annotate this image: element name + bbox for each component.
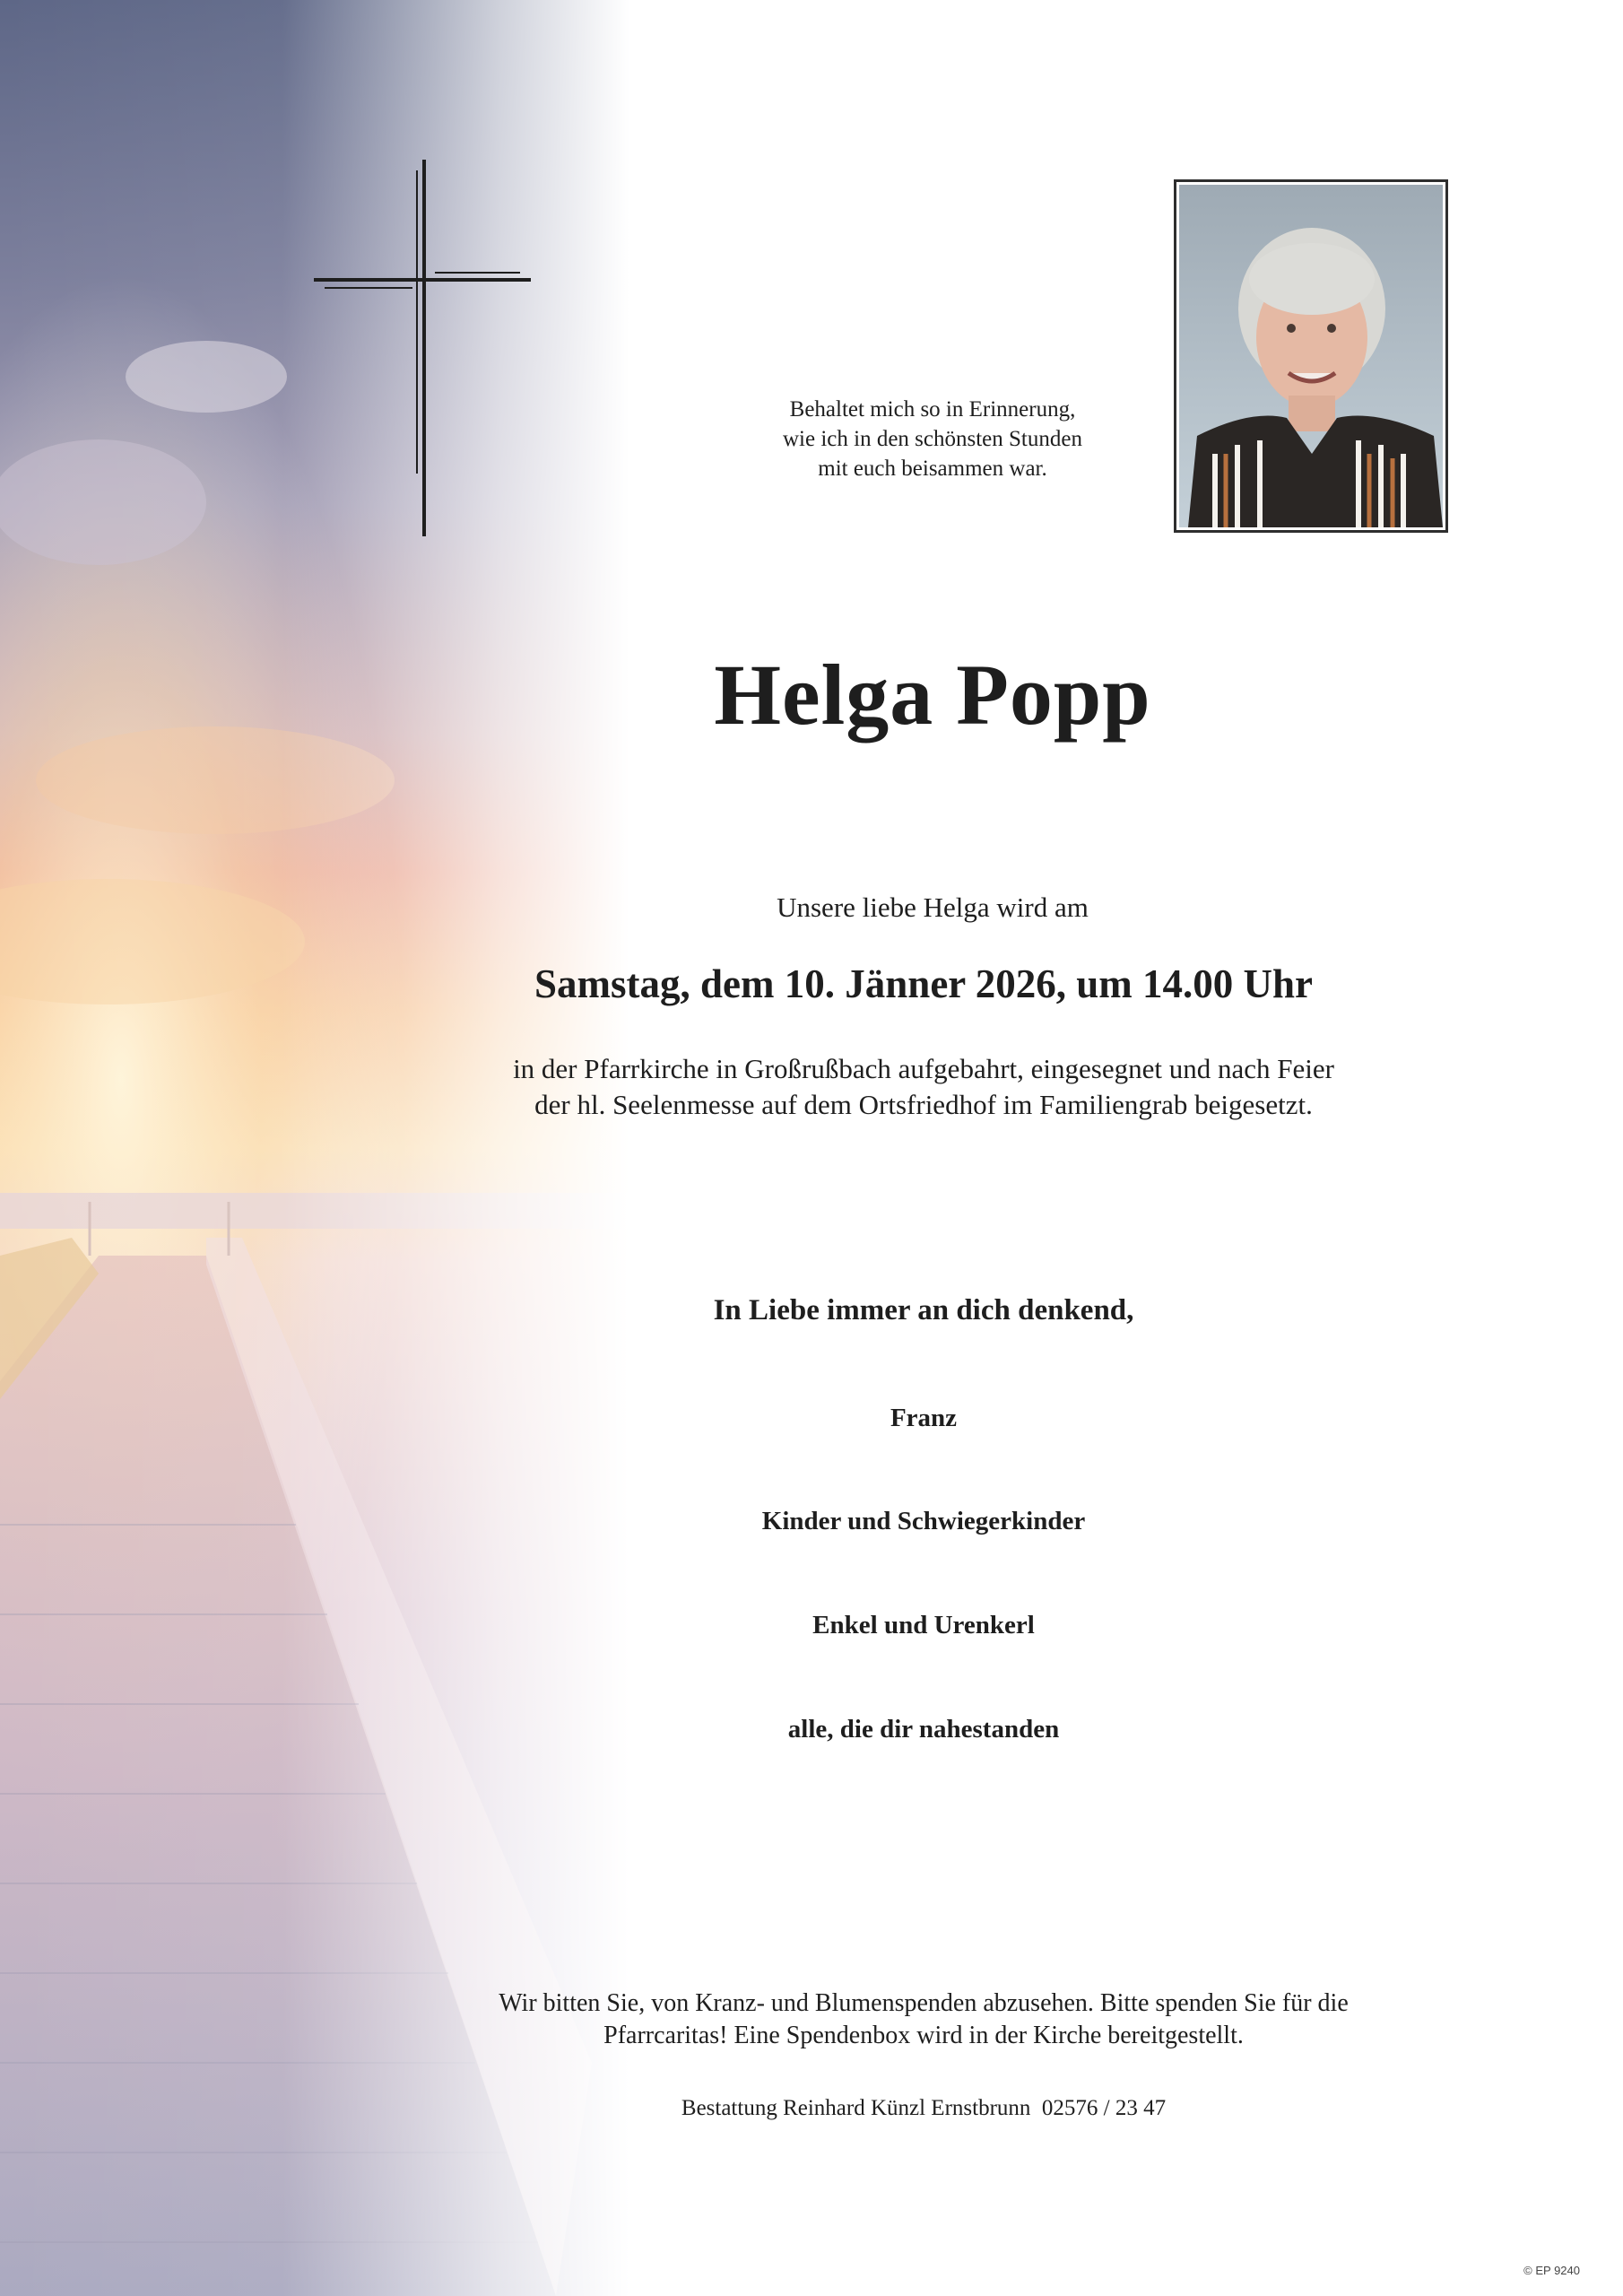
- verse-line: Behaltet mich so in Erinnerung,: [789, 397, 1076, 422]
- mourner-entry: alle, die dir nahestanden: [787, 1715, 1060, 1744]
- ceremony-details-line: der hl. Seelenmesse auf dem Ortsfriedhof im Familiengrab beigesetzt.: [534, 1089, 1313, 1120]
- template-reference: © EP 9240: [1523, 2264, 1580, 2277]
- mourner-entry: Franz: [890, 1404, 958, 1432]
- donation-request: [395, 1987, 1453, 2052]
- verse-line: wie ich in den schönsten Stunden: [783, 427, 1082, 451]
- mourner-entry: Kinder und Schwiegerkinder: [761, 1507, 1086, 1535]
- verse-line: mit euch beisammen war.: [818, 457, 1047, 481]
- portrait-image: [1179, 185, 1443, 527]
- mourner-entry: Enkel und Urenkerl: [812, 1611, 1035, 1639]
- donation-request-line: Pfarrcaritas! Eine Spendenbox wird in der Kirche bereitgestellt.: [603, 2022, 1244, 2049]
- donation-request-line: Wir bitten Sie, von Kranz- und Blumenspenden abzusehen. Bitte spenden Sie für die: [499, 1989, 1349, 2017]
- ceremony-details: [412, 1051, 1435, 1123]
- ceremony-date-time: Samstag, dem 10. Jänner 2026, um 14.00 Uhr: [534, 961, 1313, 1006]
- deceased-name: Helga Popp: [714, 647, 1151, 743]
- portrait-photo: [1174, 179, 1448, 533]
- ceremony-details-line: in der Pfarrkirche in Großrußbach aufgebahrt, eingesegnet und nach Feier: [513, 1053, 1334, 1084]
- ceremony-intro: Unsere liebe Helga wird am: [777, 891, 1089, 923]
- cross-icon: [314, 160, 531, 536]
- memorial-verse: [681, 395, 1184, 483]
- mourners-intro: In Liebe immer an dich denkend,: [713, 1294, 1134, 1326]
- undertaker-contact: Bestattung Reinhard Künzl Ernstbrunn 02576 / 23 47: [681, 2096, 1167, 2120]
